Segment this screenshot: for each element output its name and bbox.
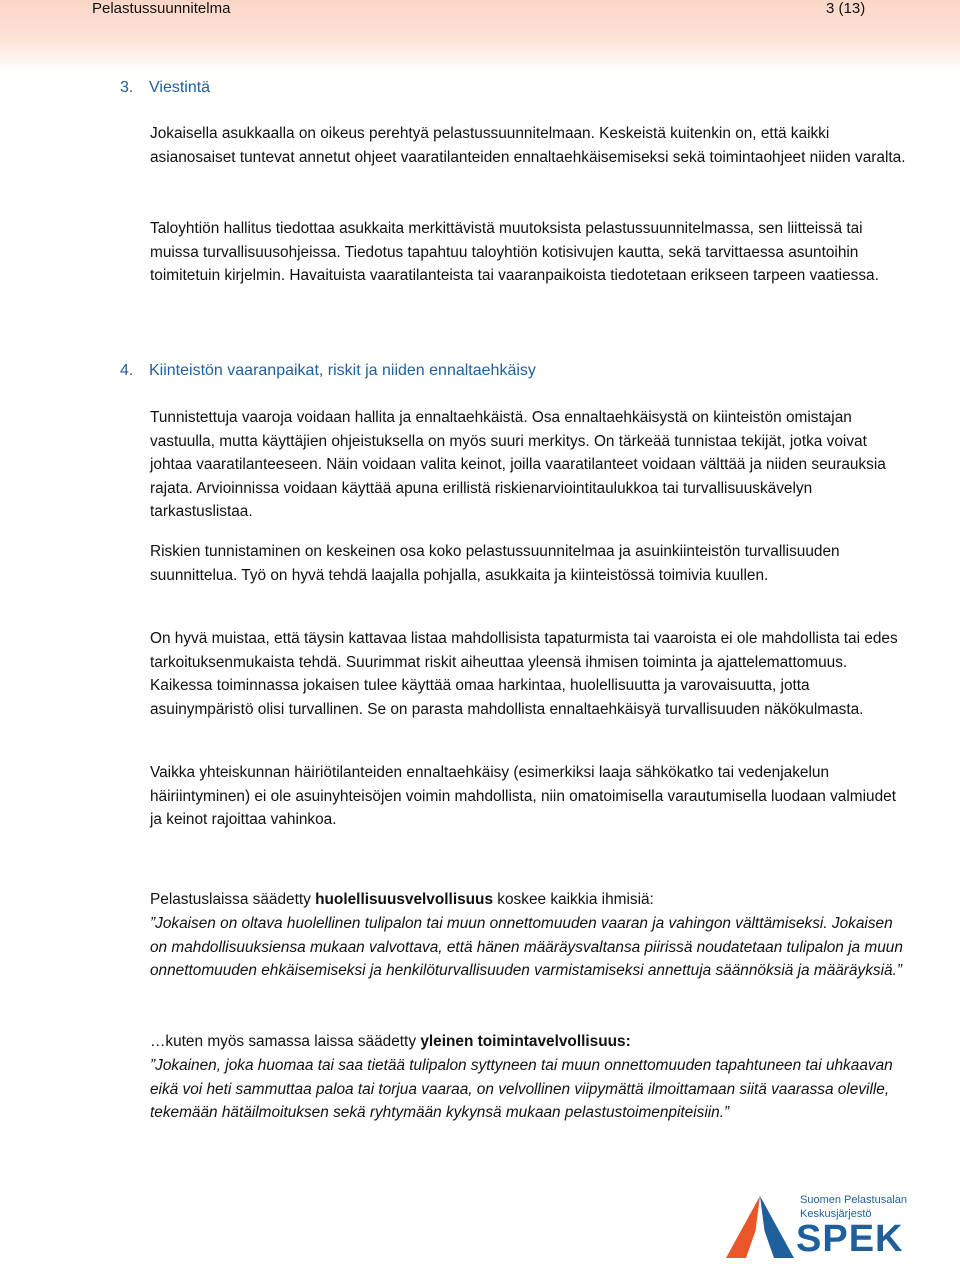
section-3-paragraph-2: Taloyhtiön hallitus tiedottaa asukkaita merkittävistä muutoksista pelastussuunnitelmassa, sen liitteissä tai muissa turvallisuusohjeissa. Tiedotus tapahtuu taloyhtiön kotisivujen kautta, sekä tarvittaessa asuntoihin toimitetuin kirjelmin. Havaituista vaaratilanteista tai vaaranpaikoista tiedotetaan erikseen tarpeen vaatiessa. bbox=[150, 220, 879, 285]
care-duty-intro-text: Pelastuslaissa säädetty bbox=[150, 891, 316, 908]
logo-org-line-1: Suomen Pelastusalan bbox=[800, 1194, 908, 1206]
section-4-paragraph-2: Riskien tunnistaminen on keskeinen osa koko pelastussuunnitelmaa ja asuinkiinteistön turvallisuuden suunnittelua. Työ on hyvä tehdä laajalla pohjalla, asukkaita ja kiinteistössä toimivia kuullen. bbox=[150, 543, 840, 584]
section-4-title: Kiinteistön vaaranpaikat, riskit ja niiden ennaltaehkäisy bbox=[149, 362, 536, 379]
action-duty-quote bbox=[150, 1054, 910, 1125]
section-4-paragraph-1: Tunnistettuja vaaroja voidaan hallita ja ennaltaehkäistä. Osa ennaltaehkäisystä on kiinteistön omistajan vastuulla, mutta käyttäjien ohjeistuksella on myös suuri merkitys. On tärkeää tunnistaa tekijät, jotka voivat johtaa vaaratilanteeseen. Näin voidaan valita keinot, joilla vaaratilanteet voidaan välttää ja niiden seurauksia rajata. Arvioinnissa voidaan käyttää apuna erillistä riskienarviointitaulukkoa tai turvallisuuskävelyn tarkastuslistaa. bbox=[150, 409, 886, 521]
section-3-paragraph-1: Jokaisella asukkaalla on oikeus perehtyä pelastussuunnitelmaan. Keskeistä kuitenkin on, että kaikki asianosaiset tuntevat annetut ohjeet vaaratilanteiden ennaltaehkäisemiseksi sekä toimintaohjeet niiden varalta. bbox=[150, 125, 906, 166]
logo-spek-wordmark: SPEK bbox=[796, 1218, 904, 1260]
action-duty-intro bbox=[150, 1030, 910, 1054]
section-4-paragraph-3: On hyvä muistaa, että täysin kattavaa listaa mahdollisista tapaturmista tai vaaroista ei ole mahdollista tai edes tarkoituksenmukaista tehdä. Suurimmat riskit aiheuttaa yleensä ihmisen toiminta ja ajattelemattomuus. Kaikessa toiminnassa jokaisen tulee käyttää omaa harkintaa, huolellisuutta ja varovaisuutta, jotta asuinympäristö olisi turvallinen. Se on parasta mahdollista ennaltaehkäisyä turvallisuuden näkökulmasta. bbox=[150, 630, 898, 718]
action-duty-quote-text: ”Jokainen, joka huomaa tai saa tietää tulipalon syttyneen tai muun onnettomuuden tapahtuneen tai uhkaavan eikä voi heti sammuttaa paloa tai torjua vaaraa, on velvollinen viipymättä ilmoittamaan siitä vaarassa oleville, tekemään hätäilmoituksen sekä ryhtymään kykynsä mukaan pelastustoimenpiteisiin.” bbox=[150, 1057, 893, 1122]
care-duty-quote-text: ”Jokaisen on oltava huolellinen tulipalon tai muun onnettomuuden vaaran ja vahingon välttämiseksi. Jokaisen on mahdollisuuksiensa mukaan valvottava, että hänen määräysvaltansa piirissä noudatetaan tulipalon ja muun onnettomuuden ehkäisemiseksi ja henkilöturvallisuuden varmistamiseksi annettuja säännöksiä ja määräyksiä.” bbox=[150, 915, 903, 980]
document-title: Pelastussuunnitelma bbox=[92, 0, 231, 17]
spek-triangle-logo-icon bbox=[722, 1188, 798, 1264]
care-duty-term: huolellisuusvelvollisuus bbox=[315, 891, 494, 908]
spek-logo bbox=[722, 1186, 922, 1266]
section-3-heading bbox=[120, 77, 210, 99]
page-number: 3 (13) bbox=[826, 0, 866, 17]
care-duty-quote bbox=[150, 912, 910, 983]
section-4-number: 4. bbox=[120, 362, 134, 379]
section-3-title: Viestintä bbox=[149, 79, 211, 96]
page-header bbox=[0, 0, 960, 72]
section-4-heading bbox=[120, 360, 536, 382]
logo-org-line-2: Keskusjärjestö bbox=[800, 1208, 872, 1220]
section-3-number: 3. bbox=[120, 79, 134, 96]
action-duty-intro-text: …kuten myös samassa laissa säädetty bbox=[150, 1033, 421, 1050]
section-4-paragraph-4: Vaikka yhteiskunnan häiriötilanteiden ennaltaehkäisy (esimerkiksi laaja sähkökatko tai vedenjakelun häiriintyminen) ei ole asuinyhteisöjen voimin mahdollista, niin omatoimisella varautumisella luodaan valmiudet ja keinot rajoittaa vahinkoa. bbox=[150, 764, 896, 829]
care-duty-intro-end: koskee kaikkia ihmisiä: bbox=[493, 891, 654, 908]
action-duty-term: yleinen toimintavelvollisuus: bbox=[420, 1033, 631, 1050]
care-duty-intro bbox=[150, 888, 910, 912]
